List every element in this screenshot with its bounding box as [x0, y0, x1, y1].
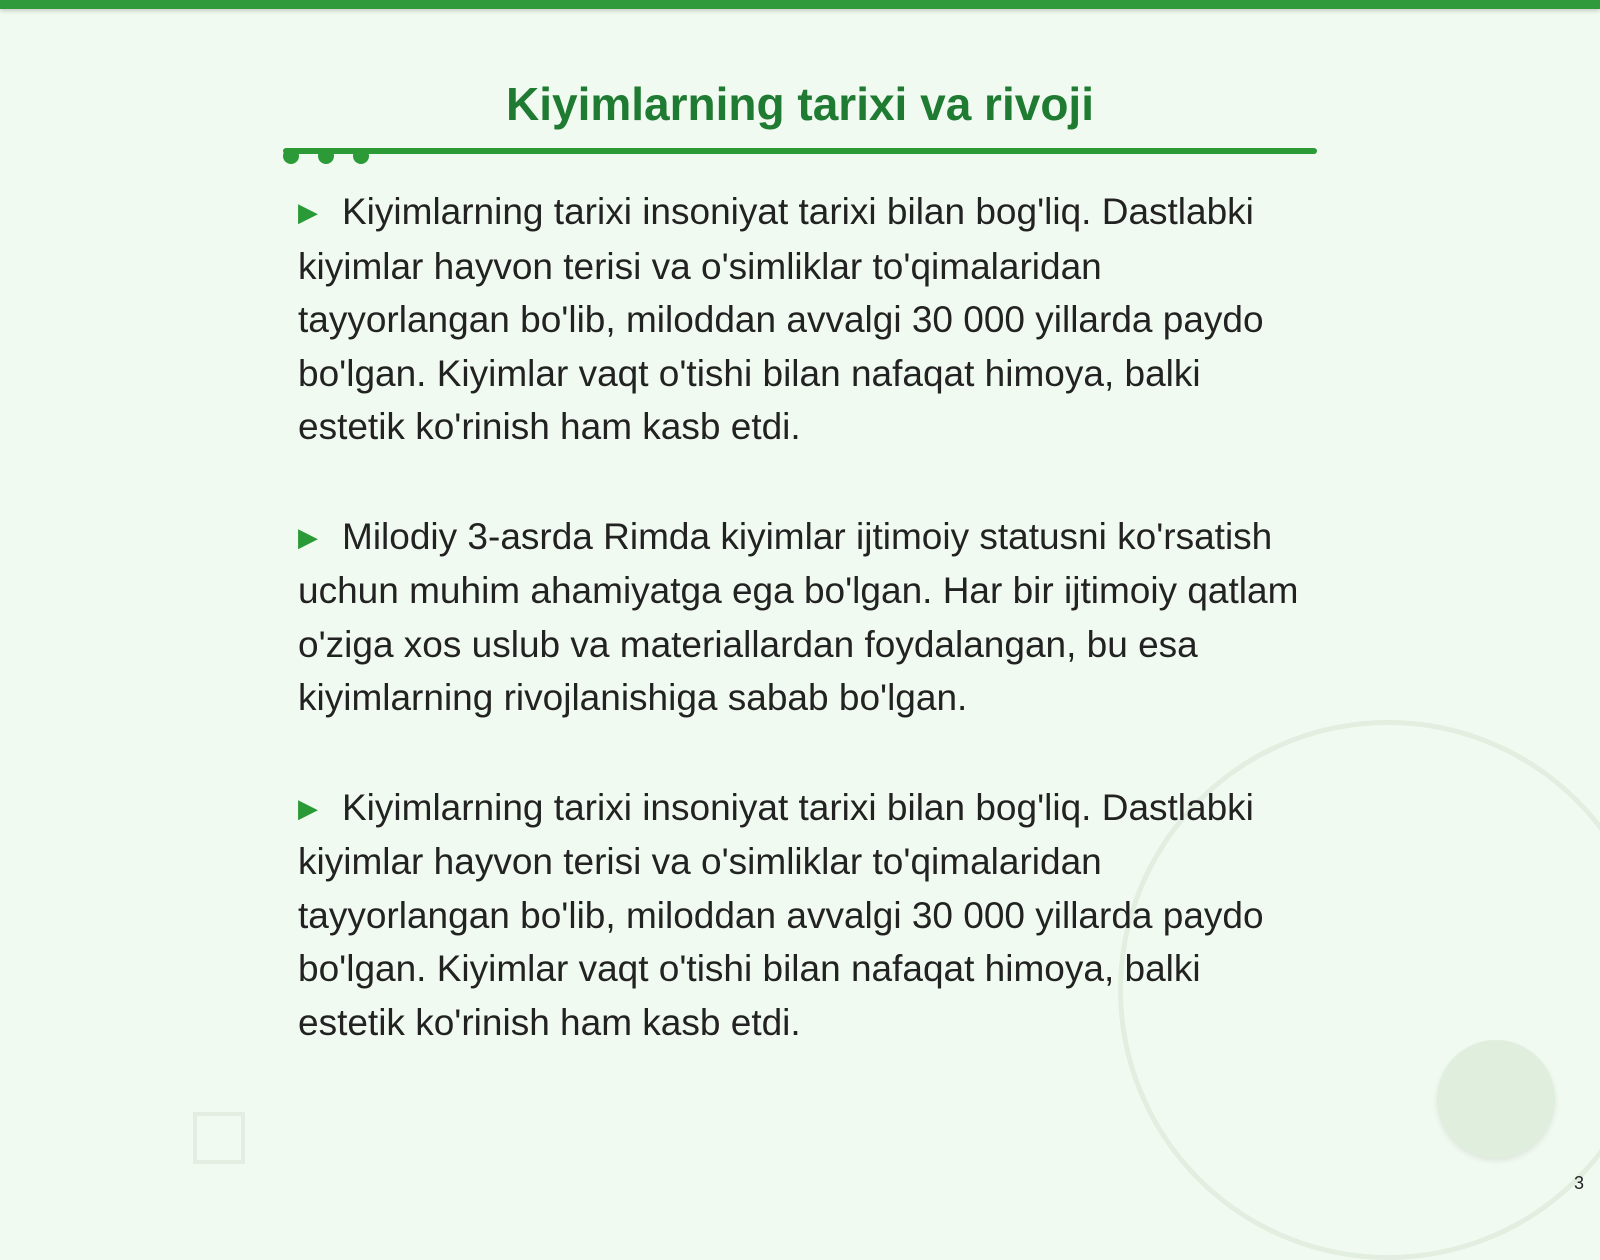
- bullet-arrow-icon: ▶: [298, 197, 318, 227]
- paragraph-text: Milodiy 3-asrda Rimda kiyimlar ijtimoiy statusni ko'rsatish uchun muhim ahamiyatga ega bo'lgan. Har bir ijtimoiy qatlam o'ziga xos uslub va materiallardan foydalangan, bu esa kiyimlarning rivojlanishiga sabab bo'lgan.: [298, 515, 1299, 718]
- underline-dot: [283, 148, 299, 164]
- bullet-arrow-icon: ▶: [298, 521, 318, 552]
- title-underline: [283, 148, 1317, 154]
- bullet-paragraph: [298, 781, 1308, 1050]
- slide-body: [298, 185, 1308, 1105]
- bullet-paragraph: [298, 510, 1308, 725]
- slide-title: Kiyimlarning tarixi va rivoji: [506, 78, 1094, 130]
- top-accent-bar: [0, 0, 1600, 9]
- decorative-square: [193, 1112, 245, 1164]
- bullet-arrow-icon: ▶: [298, 792, 318, 823]
- paragraph-text: Kiyimlarning tarixi insoniyat tarixi bilan bog'liq. Dastlabki kiyimlar hayvon terisi va o'simliklar to'qimalaridan tayyorlangan bo'lib, miloddan avvalgi 30 000 yillarda paydo bo'lgan. Kiyimlar vaqt o'tishi bilan nafaqat himoya, balki estetik ko'rinish ham kasb etdi.: [298, 191, 1264, 447]
- underline-dot: [353, 148, 369, 164]
- bullet-paragraph: [298, 185, 1308, 454]
- underline-dot: [318, 148, 334, 164]
- page-number: 3: [1573, 1173, 1584, 1193]
- decorative-circle: [1437, 1040, 1555, 1158]
- paragraph-text: Kiyimlarning tarixi insoniyat tarixi bilan bog'liq. Dastlabki kiyimlar hayvon terisi va o'simliklar to'qimalaridan tayyorlangan bo'lib, miloddan avvalgi 30 000 yillarda paydo bo'lgan. Kiyimlar vaqt o'tishi bilan nafaqat himoya, balki estetik ko'rinish ham kasb etdi.: [298, 786, 1264, 1043]
